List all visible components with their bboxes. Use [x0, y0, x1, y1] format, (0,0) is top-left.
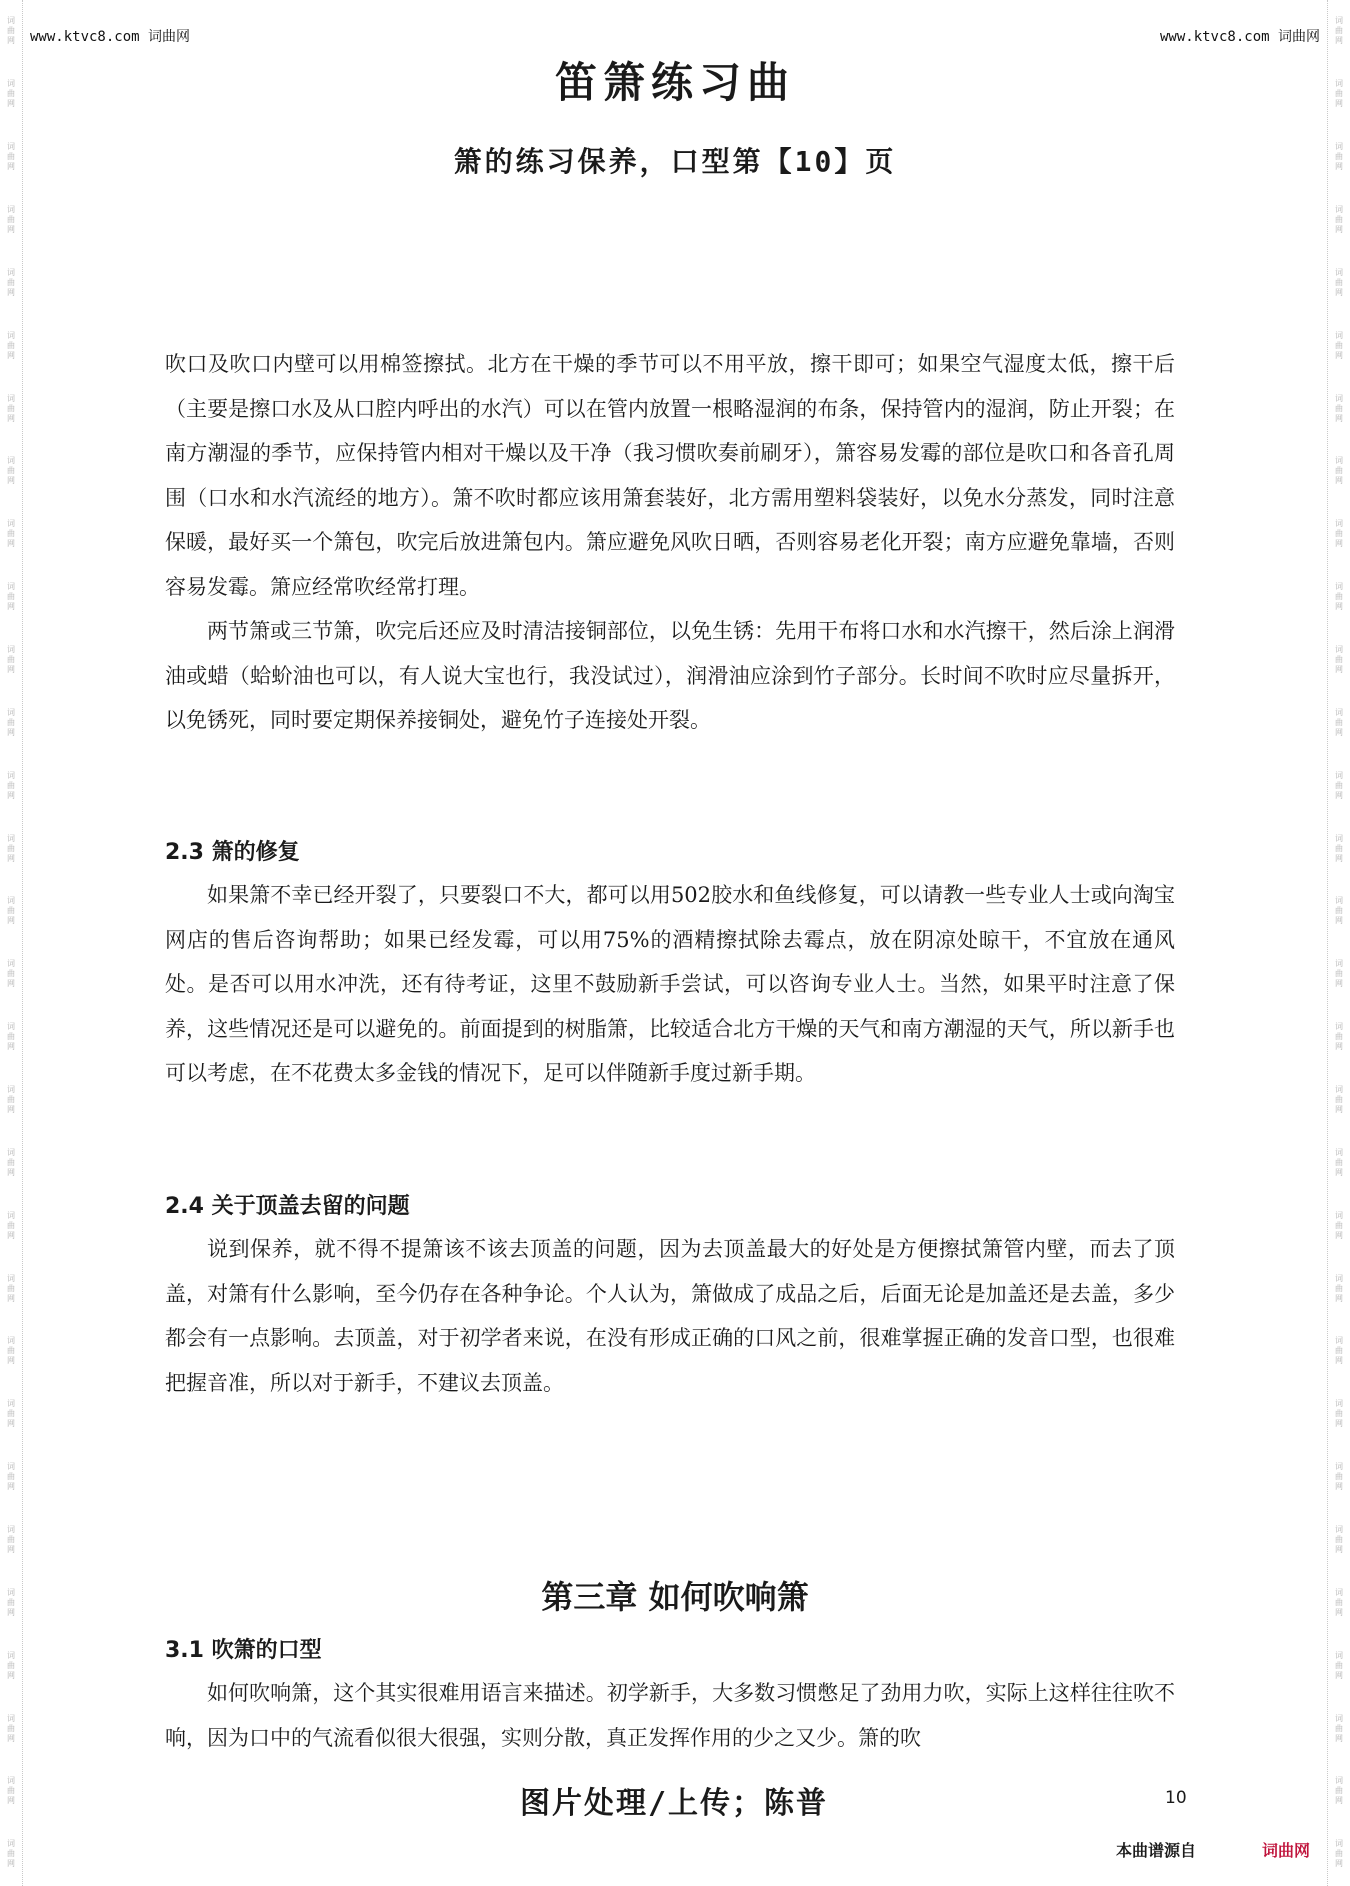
watermark-text: 词曲网 [6, 1273, 16, 1304]
watermark-text: 词曲网 [1334, 1776, 1344, 1807]
section-2-4 [165, 1192, 1175, 1405]
watermark-text: 词曲网 [6, 645, 16, 676]
page-title: 笛箫练习曲 [554, 58, 795, 107]
watermark-text: 词曲网 [6, 79, 16, 110]
watermark-text: 词曲网 [1334, 393, 1344, 424]
section-heading-3-1: 3.1 吹箫的口型 [165, 1638, 322, 1663]
watermark-text: 词曲网 [1334, 79, 1344, 110]
watermark-text: 词曲网 [6, 456, 16, 487]
watermark-text: 词曲网 [6, 267, 16, 298]
watermark-text: 词曲网 [1334, 1839, 1344, 1870]
source-brand-logo[interactable]: 词曲网 [1262, 1841, 1311, 1860]
watermark-text: 词曲网 [1334, 1022, 1344, 1053]
watermark-text: 词曲网 [6, 330, 16, 361]
watermark-text: 词曲网 [6, 1713, 16, 1744]
watermark-text: 词曲网 [6, 1147, 16, 1178]
watermark-text: 词曲网 [1334, 645, 1344, 676]
watermark-text: 词曲网 [1334, 833, 1344, 864]
watermark-text: 词曲网 [1334, 330, 1344, 361]
watermark-text: 词曲网 [6, 16, 16, 47]
watermark-text: 词曲网 [1334, 456, 1344, 487]
watermark-text: 词曲网 [1334, 142, 1344, 173]
section-3-1 [165, 1636, 1175, 1760]
paragraph-5: 如何吹响箫，这个其实很难用语言来描述。初学新手，大多数习惯憋足了劲用力吹，实际上这样往往吹不响，因为口中的气流看似很大很强，实则分散，真正发挥作用的少之又少。箫的吹 [165, 1681, 1175, 1750]
section-heading-2-4: 2.4 关于顶盖去留的问题 [165, 1194, 410, 1219]
watermark-text: 词曲网 [1334, 1462, 1344, 1493]
watermark-text: 词曲网 [6, 393, 16, 424]
watermark-text: 词曲网 [6, 582, 16, 613]
watermark-text: 词曲网 [1334, 582, 1344, 613]
watermark-text: 词曲网 [6, 1399, 16, 1430]
watermark-text: 词曲网 [6, 1462, 16, 1493]
watermark-text: 词曲网 [6, 1210, 16, 1241]
paragraph-2: 两节箫或三节箫，吹完后还应及时清洁接铜部位，以免生锈：先用干布将口水和水汽擦干，然后涂上润滑油或蜡（蛤蚧油也可以，有人说大宝也行，我没试过），润滑油应涂到竹子部分。长时间不吹时应尽量拆开，以免锈死，同时要定期保养接铜处，避免竹子连接处开裂。 [165, 619, 1175, 732]
section-2-3 [165, 838, 1175, 1096]
watermark-text: 词曲网 [1334, 205, 1344, 235]
watermark-text: 词曲网 [1334, 1210, 1344, 1241]
watermark-text: 词曲网 [1334, 770, 1344, 801]
header-url-left[interactable]: www.ktvc8.com 词曲网 [30, 29, 191, 45]
watermark-text: 词曲网 [1334, 1650, 1344, 1681]
page-number: 10 [1165, 1788, 1187, 1808]
watermark-text: 词曲网 [1334, 1713, 1344, 1744]
watermark-text: 词曲网 [6, 1525, 16, 1556]
watermark-text: 词曲网 [1334, 1587, 1344, 1618]
watermark-text: 词曲网 [1334, 1147, 1344, 1178]
footer-credit: 图片处理/上传；陈普 [520, 1786, 829, 1821]
watermark-text: 词曲网 [1334, 267, 1344, 298]
watermark-text: 词曲网 [6, 959, 16, 990]
watermark-text: 词曲网 [1334, 1273, 1344, 1304]
source-label: 本曲谱源自 [1116, 1841, 1197, 1860]
watermark-text: 词曲网 [1334, 959, 1344, 990]
watermark-text: 词曲网 [6, 833, 16, 864]
watermark-text: 词曲网 [6, 205, 16, 235]
section-heading-2-3: 2.3 箫的修复 [165, 840, 300, 865]
paragraph-4: 说到保养，就不得不提箫该不该去顶盖的问题，因为去顶盖最大的好处是方便擦拭箫管内壁，而去了顶盖，对箫有什么影响，至今仍存在各种争论。个人认为，箫做成了成品之后，后面无论是加盖还是去盖，多少都会有一点影响。去顶盖，对于初学者来说，在没有形成正确的口风之前，很难掌握正确的发音口型，也很难把握音准，所以对于新手，不建议去顶盖。 [165, 1237, 1175, 1395]
chapter-heading: 第三章 如何吹响箫 [541, 1578, 809, 1616]
watermark-text: 词曲网 [1334, 896, 1344, 927]
watermark-text: 词曲网 [1334, 16, 1344, 47]
watermark-text: 词曲网 [6, 1022, 16, 1053]
header-url-right[interactable]: www.ktvc8.com 词曲网 [1159, 29, 1320, 45]
section-maintenance [165, 342, 1175, 743]
watermark-text: 词曲网 [6, 1839, 16, 1870]
watermark-text: 词曲网 [6, 707, 16, 738]
watermark-text: 词曲网 [6, 1336, 16, 1367]
watermark-text: 词曲网 [6, 770, 16, 801]
watermark-text: 词曲网 [6, 1650, 16, 1681]
watermark-text: 词曲网 [6, 142, 16, 173]
watermark-text: 词曲网 [1334, 1525, 1344, 1556]
paragraph-1: 吹口及吹口内壁可以用棉签擦拭。北方在干燥的季节可以不用平放，擦干即可；如果空气湿度太低，擦干后（主要是擦口水及从口腔内呼出的水汽）可以在管内放置一根略湿润的布条，保持管内的湿润，防止开裂；在南方潮湿的季节，应保持管内相对干燥以及干净（我习惯吹奏前刷牙），箫容易发霉的部位是吹口和各音孔周围（口水和水汽流经的地方）。箫不吹时都应该用箫套装好，北方需用塑料袋装好，以免水分蒸发，同时注意保暖，最好买一个箫包，吹完后放进箫包内。箫应避免风吹日晒，否则容易老化开裂；南方应避免靠墙，否则容易发霉。箫应经常吹经常打理。 [165, 352, 1175, 599]
watermark-text: 词曲网 [1334, 1085, 1344, 1116]
page-subtitle: 箫的练习保养，口型第【10】页 [453, 145, 897, 178]
watermark-text: 词曲网 [6, 1085, 16, 1116]
watermark-text: 词曲网 [6, 1776, 16, 1807]
paragraph-3: 如果箫不幸已经开裂了，只要裂口不大，都可以用502胶水和鱼线修复，可以请教一些专业人士或向淘宝网店的售后咨询帮助；如果已经发霉，可以用75%的酒精擦拭除去霉点，放在阴凉处晾干，不宜放在通风处。是否可以用水冲洗，还有待考证，这里不鼓励新手尝试，可以咨询专业人士。当然，如果平时注意了保养，这些情况还是可以避免的。前面提到的树脂箫，比较适合北方干燥的天气和南方潮湿的天气，所以新手也可以考虑，在不花费太多金钱的情况下，足可以伴随新手度过新手期。 [165, 883, 1175, 1085]
watermark-text: 词曲网 [1334, 1336, 1344, 1367]
watermark-text: 词曲网 [1334, 707, 1344, 738]
watermark-text: 词曲网 [6, 1587, 16, 1618]
watermark-text: 词曲网 [1334, 1399, 1344, 1430]
watermark-text: 词曲网 [6, 896, 16, 927]
watermark-text: 词曲网 [6, 519, 16, 550]
watermark-text: 词曲网 [1334, 519, 1344, 550]
